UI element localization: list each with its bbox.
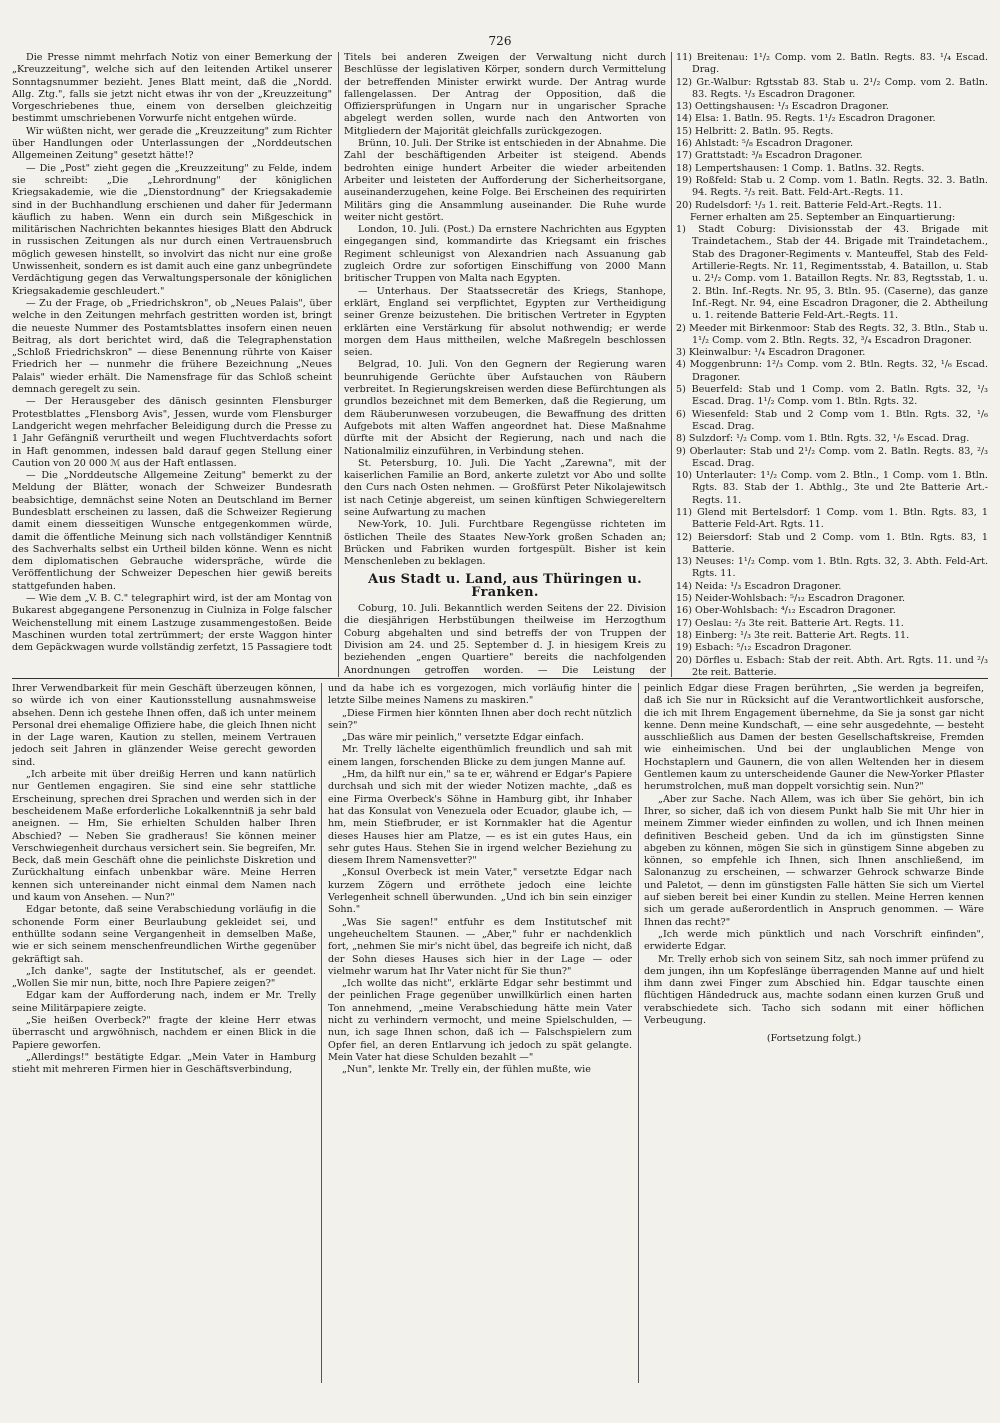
column-divider: [671, 52, 672, 677]
feuilleton-paragraph: „Ich arbeite mit über dreißig Herren und kann natürlich nur Gentlemen engagiren. Sie sind eine sehr stattliche Erscheinung, sprechen drei Sprachen und werden sich in der bescheidenem Maße erforderliche Lokalkenntniß ja sehr bald aneignen. — Hm, Sie erhielten Schulden halber Ihren Abschied? — Neben Sie gradheraus! Sie können meiner Verschwiegenheit durchaus versichert sein. Sie begreifen, Mr. Beck, daß mein Geschäft ohne die peinlichste Diskretion und Zurückhaltung einfach unbenkbar wäre. Meine Herren kennen sich untereinander nicht einmal dem Namen nach und kaum von Ansehen. — Nun?": [12, 769, 316, 904]
feuilleton-column-1: [12, 683, 316, 1383]
feuilleton-paragraph: „Das wäre mir peinlich," versetzte Edgar einfach.: [342, 732, 584, 744]
quarter-item: 20) Rudelsdorf: ¹/₃ 1. reit. Batterie Feld-Art.-Regts. 11.: [676, 199, 942, 211]
quarter-item: 17) Oeslau: ²/₃ 3te reit. Batterie Art. Regts. 11.: [676, 617, 904, 629]
news-item: — Wie dem „V. B. C." telegraphirt wird, ist der am Montag von Bukarest abgegangene Personenzug in Ciulniza in Folge falscher Weichenstellung mit einem Lastzuge zusammengestoßen. Beide Maschinen wurden total zertrümmert; der erste Waggon hinter dem Gepäckwagen wurde vollständig zerfetzt, 15 Passagiere todt: [12, 593, 332, 652]
quarter-item: 18) Einberg: ¹/₃ 3te reit. Batterie Art. Regts. 11.: [676, 629, 910, 641]
quarter-item: 12) Beiersdorf: Stab und 2 Comp. vom 1. Btln. Rgts. 83, 1 Batterie.: [676, 531, 988, 555]
feuilleton-column-2: [328, 683, 632, 1383]
quarter-item: 14) Elsa: 1. Batln. 95. Regts. 1¹/₂ Escadron Dragoner.: [676, 113, 936, 125]
feuilleton-paragraph: „Diese Firmen hier könnten Ihnen aber doch recht nützlich sein?": [328, 707, 632, 731]
quarter-item: 17) Grattstadt: ³/₈ Escadron Dragoner.: [676, 150, 863, 162]
quarter-item: 13) Neuses: 1¹/₂ Comp. vom 1. Btln. Rgts. 32, 3. Abth. Feld-Art. Rgts. 11.: [676, 556, 988, 580]
quarter-item: 15) Neider-Wohlsbach: ⁵/₁₂ Escadron Dragoner.: [676, 593, 906, 605]
section-heading-regional: Aus Stadt u. Land, aus Thüringen u. Franken.: [368, 572, 642, 600]
feuilleton-paragraph: „Sie heißen Overbeck?" fragte der kleine Herr etwas überrascht und argwöhnisch, nachdem er einen Blick in die Papiere geworfen.: [12, 1015, 316, 1051]
quarter-item: 19) Roßfeld: Stab u. 2 Comp. vom 1. Batln. Regts. 32. 3. Batln. 94. Regts. ²/₃ reit. Batt. Feld-Art.-Regts. 11.: [676, 174, 988, 199]
quarter-item: 13) Oettingshausen: ¹/₃ Escadron Dragoner.: [676, 101, 889, 113]
column-3: [676, 52, 988, 677]
quarter-item: 12) Gr.-Walbur: Rgtsstab 83. Stab u. 2¹/₂ Comp. vom 2. Batln. 83. Regts. ¹/₃ Escadron Dragoner.: [676, 76, 988, 100]
feuilleton-paragraph: „Ich danke", sagte der Institutschef, als er geendet. „Wollen Sie mir nun, bitte, noch Ihre Papiere zeigen?": [12, 965, 316, 990]
news-item: — Die „Post" zieht gegen die „Kreuzzeitung" zu Felde, indem sie schreibt: „Die „Lehrordnung" der königlichen Kriegsakademie, wie die „Dienstordnung" der Kriegsakademie sind in der Buchhandlung erschienen und daher für Jedermann käuflich zu haben. Wenn ein durch sein Mißgeschick in militärischen Nachrichten bekanntes hiesiges Blatt den Abdruck in russischen Zeitungen als nur durch einen Vertrauensbruch möglich gewesen hinstellt, so involvirt das nicht nur eine große Unwissenheit, sondern es ist damit auch eine ganz unbegründete Verdächtigung gegen das Verwaltungspersonale der königlichen Kriegsakademie geschleudert.": [12, 162, 332, 297]
quarter-item: 6) Wiesenfeld: Stab und 2 Comp vom 1. Btln. Rgts. 32, ¹/₆ Escad. Drag.: [676, 408, 988, 432]
news-item: — Der Herausgeber des dänisch gesinnten Flensburger Protestblattes „Flensborg Avis", Jessen, wurde vom Flensburger Landgericht wegen mehrfacher Beleidigung durch die Presse zu 1 Jahr Gefängniß verurtheilt und wegen Fluchtverdachts sofort in Haft genommen, indessen bald darauf gegen Stellung einer Caution von 20 000 ℳ aus der Haft entlassen.: [12, 396, 332, 469]
feuilleton-paragraph: Edgar kam der Aufforderung nach, indem er Mr. Trelly seine Militärpapiere zeigte.: [12, 990, 316, 1014]
quarter-item: 10) Unterlauter: 1¹/₂ Comp. vom 2. Btln., 1 Comp. vom 1. Btln. Rgts. 83. Stab der 1. Abthlg., 3te und 2te Batterie Art.-Regts. 11.: [676, 470, 988, 506]
feuilleton-paragraph: Ihrer Verwendbarkeit für mein Geschäft überzeugen können, so würde ich von einer Kautionsstellung ausnahmsweise absehen. Denn ich gestehe Ihnen offen, daß ich unter meinem Personal drei ehemalige Offiziere habe, die gleich Ihnen nicht in der Lage waren, Kaution zu stellen, meinem Vertrauen jedoch seit Jahren in glänzender Weise gerecht geworden sind.: [12, 683, 316, 768]
quarter-item: 2) Meeder mit Birkenmoor: Stab des Regts. 32, 3. Btln., Stab u. 1¹/₂ Comp. vom 2. Btln. Regts. 32, ³/₄ Escadron Dragoner.: [676, 322, 988, 346]
quarter-item: 14) Neida: ¹/₃ Escadron Dragoner.: [676, 580, 842, 592]
quarter-item: 19) Esbach: ⁵/₁₂ Escadron Dragoner.: [676, 642, 852, 654]
feuilleton-paragraph: „Ich werde mich pünktlich und nach Vorschrift einfinden", erwiderte Edgar.: [644, 928, 984, 953]
feuilleton-paragraph: „Allerdings!" bestätigte Edgar. „Mein Vater in Hamburg stieht mit mehreren Firmen hier in Geschäftsverbindung,: [12, 1051, 316, 1076]
quarter-item: 5) Beuerfeld: Stab und 1 Comp. vom 2. Batln. Rgts. 32, ¹/₃ Escad. Drag. 1¹/₂ Comp. vom 1. Btln. Rgts. 32.: [676, 384, 988, 408]
news-item: St. Petersburg, 10. Juli. Die Yacht „Zarewna", mit der kaiserlichen Familie an Bord, ankerte zuletzt vor Abo und sollte den Curs nach Osten nehmen. — Großfürst Peter Nikolajewitsch ist nach Cetinje abgereist, um seinen künftigen Schwiegereltern seine Aufwartung zu machen: [344, 457, 666, 518]
feuilleton-paragraph: und da habe ich es vorgezogen, mich vorläufig hinter die letzte Silbe meines Namens zu maskiren.": [328, 683, 632, 707]
news-item: Brünn, 10. Juli. Der Strike ist entschieden in der Abnahme. Die Zahl der beschäftigenden Arbeiter ist steigend. Abends bedrohten einige hundert Arbeiter die wieder arbeitenden Arbeiter und leisteten der Aufforderung der Sicherheitsorgane, auseinanderzugehen, keine Folge. Bei Erscheinen des requirirten Militärs ging die Ansammlung auseinander. Die Ruhe wurde weiter nicht gestört.: [344, 138, 666, 223]
quarter-item: 1) Stadt Coburg: Divisionsstab der 43. Brigade mit Traindetachem., Stab der 44. Brigade mit Traindetachem., Stab des Dragoner-Regiments v. Manteuffel, Stab des Feld-Artillerie-Regts. Nr. 11, Regimentsstab, 4. Bataillon, u. Stab u. 2¹/₂ Comp. vom 1. Bataillon Regts. Nr. 83, Regtsstab, 1. u. 2. Btln. Inf.-Regts. Nr. 95, 3. Btln. 95. (Caserne), das ganze Inf.-Regt. Nr. 94, eine Escadron Dragoner, die 2. Abtheilung u. 1. reitende Batterie Feld-Art.-Regts. 11.: [676, 224, 988, 322]
feuilleton-paragraph: „Hm, da hilft nur ein," sa te er, während er Edgar's Papiere durchsah und sich mit der wieder Notizen machte, „daß es eine Firma Overbeck's Söhne in Hamburg gibt, ihr Inhaber hat das Konsulat von Venezuela oder Ecuador, glaube ich, — hm, mein Stiefbruder, er ist Kornmakler hat die Agentur dieses Hauses hier am Platze, — es ist ein gutes Haus, ein sehr gutes Haus. Stehen Sie in irgend welcher Beziehung zu diesem Ihrem Namensvetter?": [328, 769, 632, 867]
quarter-item: 9) Oberlauter: Stab und 2¹/₂ Comp. vom 2. Batln. Regts. 83, ²/₃ Escad. Drag.: [676, 445, 988, 469]
news-item: — Zu der Frage, ob „Friedrichskron", ob „Neues Palais", über welche in den Zeitungen mehrfach gestritten worden ist, bringt die neueste Nummer des Postamtsblattes insofern einen neuen Beitrag, als dort berichtet wird, daß die Telegraphenstation „Schloß Friedrichskron" — diese Benennung rührte von Kaiser Friedrich her — nunmehr die frühere Bezeichnung „Neues Palais" wieder erhält. Die Namensfrage für das Schloß scheint demnach geregelt zu sein.: [12, 297, 332, 396]
column-1: [12, 52, 332, 652]
quarter-item: 11) Glend mit Bertelsdorf: 1 Comp. vom 1. Btln. Rgts. 83, 1 Batterie Feld-Art. Rgts. 11.: [676, 506, 988, 531]
column-divider: [338, 52, 339, 677]
column-divider: [638, 683, 639, 1383]
feuilleton-paragraph: „Ich wollte das nicht", erklärte Edgar sehr bestimmt und der peinlichen Frage gegenüber unwillkürlich einen harten Ton annehmend, „meine Verabschiedung hätte mein Vater nicht zu verhindern vermocht, und meine Spielschulden, — nun, ich sage Ihnen schon, daß ich — Falschspielern zum Opfer fiel, an deren Entlarvung ich jedoch zu spät gelangte. Mein Vater hat diese Schulden bezahlt —": [328, 978, 632, 1063]
feuilleton-paragraph: Edgar betonte, daß seine Verabschiedung vorläufig in die schonende Form einer Beurlaubung gekleidet sei, und enthüllte sodann seine Vergangenheit in demselben Maße, wie er sich seinem menschenfreundlichen Wirthe gegenüber gekräftigt sah.: [12, 904, 316, 965]
news-item: — Die „Norddeutsche Allgemeine Zeitung" bemerkt zu der Meldung der Blätter, wonach der Schweizer Bundesrath beabsichtige, demnächst seine Noten an Deutschland im Berner Bundesblatt erscheinen zu lassen, daß die Schweizer Regierung damit einem diesseitigen Wunsche entgegenkommen würde, damit die öffentliche Meinung sich nach vollständiger Kenntniß des Sachverhalts selbst ein Urtheil bilden könne. Wenn es nicht dem diplomatischen Gebrauche widerspräche, würde die Veröffentlichung der Schweizer Depeschen hier gewiß bereits stattgefunden haben.: [12, 470, 332, 592]
quarter-item: 8) Sulzdorf: ¹/₂ Comp. vom 1. Btln. Rgts. 32, ¹/₆ Escad. Drag.: [676, 433, 970, 445]
quarter-item: 11) Breitenau: 1¹/₂ Comp. vom 2. Batln. Regts. 83. ¹/₄ Escad. Drag.: [676, 52, 988, 76]
feuilleton-paragraph: „Was Sie sagen!" entfuhr es dem Institutschef mit ungeheucheltem Staunen. — „Aber," fuhr er nachdenklich fort, „nehmen Sie mir's nicht übel, das begreife ich nicht, daß der Sohn dieses Hauses sich hier in der Lage — oder vielmehr warum hat Ihr Vater nicht für Sie thun?": [328, 916, 632, 977]
feuilleton-paragraph: „Aber zur Sache. Nach Allem, was ich über Sie gehört, bin ich Ihrer, so sicher, daß ich von diesem Punkt halb Sie mit Uhr hier in meinem Zimmer wieder einfinden zu wollen, und ich Ihnen meinen definitiven Bescheid geben. Und da ich im günstigsten Sinne abgeben zu können, mögen Sie sich in günstigem Sinne abgeben zu können, so empfehle ich Ihnen, sich Ihnen anschließend, im Salonanzug zu erscheinen, — schwarzer Gehrock schwarze Binde und Paletot, — denn im günstigsten Falle hätten Sie sich um Viertel auf sieben bereit bei einer Kundin zu stellen. Meine Herren kennen sich um gerade außerordentlich in Anspruch genommen. — Wäre Ihnen das recht?": [644, 793, 984, 928]
feuilleton-rule: [12, 678, 988, 679]
news-item: Die Presse nimmt mehrfach Notiz von einer Bemerkung der „Kreuzzeitung", welche sich auf den leitenden Artikel unserer Sonntagsnummer bezieht. Jenes Blatt meint, daß die „Nordd. Allg. Ztg.", falls sie jetzt nicht etwas ihr von der „Kreuzzeitung" Vorgeschriebenes thue, einem von derselben gleichzeitig bestimmt umschriebenen Vorwurfe nicht entgehen würde.: [12, 52, 332, 125]
quarter-item: 16) Ahlstadt: ⁵/₈ Escadron Dragoner.: [676, 138, 854, 150]
column-2: [344, 52, 666, 677]
column-divider: [321, 683, 322, 1383]
news-item: London, 10. Juli. (Post.) Da ernstere Nachrichten aus Egypten eingegangen sind, kommandirte das Kriegsamt ein frisches Regiment schleunigst von Alexandrien nach Assuanung gab zugleich Ordre zur sofortigen Einschiffung von 2000 Mann britischer Truppen von Malta nach Egypten.: [344, 224, 666, 285]
continuation-note: (Fortsetzung folgt.): [766, 1033, 862, 1045]
page-number: 726: [488, 34, 512, 48]
news-item: Wir wüßten nicht, wer gerade die „Kreuzzeitung" zum Richter über Handlungen oder Unterlassungen der „Norddeutschen Allgemeinen Zeitung" gesetzt hätte!?: [12, 125, 332, 162]
quarter-item: 4) Moggenbrunn: 1²/₃ Comp. vom 2. Btln. Regts. 32, ¹/₆ Escad. Dragoner.: [676, 359, 988, 383]
feuilleton-paragraph: „Konsul Overbeck ist mein Vater," versetzte Edgar nach kurzem Zögern und erröthete jedoch eine leichte Verlegenheit schnell überwunden. „Und ich bin sein einziger Sohn.": [328, 867, 632, 916]
quarter-item: 15) Helbritt: 2. Batln. 95. Regts.: [676, 125, 834, 137]
news-item: — Unterhaus. Der Staatssecretär des Kriegs, Stanhope, erklärt, England sei verpflichtet, Egypten zur Vertheidigung seiner Grenze beizustehen. Die britischen Vertreter in Egypten erklärten eine Verstärkung für absolut nothwendig; er werde morgen dem Haus mittheilen, welche Maßregeln beschlossen seien.: [344, 285, 666, 359]
feuilleton-paragraph: Mr. Trelly erhob sich von seinem Sitz, sah noch immer prüfend zu dem jungen, ihn um Kopfeslänge überragenden Manne auf und hielt ihm dann zwei Finger zum Abschied hin. Edgar tauschte einen flüchtigen Händedruck aus, machte sodann einen kurzen Gruß und verabschiedete sich. Tacho sich sodann mit einer höflichen Verbeugung.: [644, 953, 984, 1027]
quarter-item: 18) Lempertshausen: 1 Comp. 1. Batlns. 32. Regts.: [676, 162, 925, 174]
feuilleton-paragraph: Mr. Trelly lächelte eigenthümlich freundlich und sah mit einem langen, forschenden Blicke zu dem jungen Manne auf.: [328, 744, 632, 768]
news-item: Coburg, 10. Juli. Bekanntlich werden Seitens der 22. Division die diesjährigen Herbstübungen theilweise im Herzogthum Coburg abgehalten und sind betreffs der von Truppen der Division am 24. und 25. September d. J. in hiesigem Kreis zu beziehenden „engen Quartiere" bereits die nachfolgenden Anordnungen getroffen worden. — Die Leistung der: [344, 603, 666, 676]
feuilleton-paragraph: „Nun", lenkte Mr. Trelly ein, der fühlen mußte, wie: [342, 1064, 591, 1076]
feuilleton-column-3: [644, 683, 984, 1383]
news-item: Ferner erhalten am 25. September an Einquartierung:: [690, 211, 956, 223]
quarter-item: 16) Ober-Wohlsbach: ⁴/₁₂ Escadron Dragoner.: [676, 605, 896, 617]
feuilleton-paragraph: peinlich Edgar diese Fragen berührten, „Sie werden ja begreifen, daß ich Sie nur in Rücksicht auf die Verantwortlichkeit ausforsche, die ich mit Ihrem Engagement übernehme, da Sie ja sonst gar nicht kenne. Denn meine Kundschaft, — eine sehr ausgedehnte, — besteht ausschließlich aus Damen der besten Gesellschaftskreise, Fremden wie einheimischen. Und bei der unglaublichen Menge von Hochstaplern und Gaunern, die von allen Weltenden her in diesem Gentlemen kaum zu unterscheidende Gauner die New-Yorker Pflaster herumstrolchen, muß man doppelt vorsichtig sein. Nun?": [644, 683, 984, 793]
news-item: Belgrad, 10. Juli. Von den Gegnern der Regierung waren beunruhigende Gerüchte über Aufstauchen von Räubern verbreitet. In Regierungskreisen werden diese Befürchtungen als grundlos bezeichnet mit dem Bemerken, daß die Regierung, um dem Räuberunwesen vorzubeugen, die Bewaffnung des dritten Aufgebots mit alten Waffen angeordnet hat. Diese Maßnahme dürfte mit der Absicht der Regierung, nach und nach die Nationalmiliz einzuführen, in Verbindung stehen.: [344, 359, 666, 457]
news-item: New-York, 10. Juli. Furchtbare Regengüsse richteten im östlichen Theile des Staates New-York großen Schaden an; Brücken und Fabriken wurden fortgespült. Bisher ist kein Menschenleben zu beklagen.: [344, 519, 666, 568]
news-item: Titels bei anderen Zweigen der Verwaltung nicht durch Beschlüsse der legislativen Körper, sondern durch Vermittelung der betreffenden Minister erwirkt wurde. Der Antrag wurde fallengelassen. Der Antrag der Opposition, daß die Offiziersprüfungen in Ungarn nur in ungarischer Sprache abgelegt werden sollen, wurde nach den Antworten von Mitgliedern der Majorität gleichfalls zurückgezogen.: [344, 52, 666, 137]
quarter-item: 3) Kleinwalbur: ¹/₄ Escadron Dragoner.: [676, 347, 866, 359]
quarter-item: 20) Dörfles u. Esbach: Stab der reit. Abth. Art. Rgts. 11. und ²/₃ 2te reit. Batterie.: [676, 654, 988, 677]
